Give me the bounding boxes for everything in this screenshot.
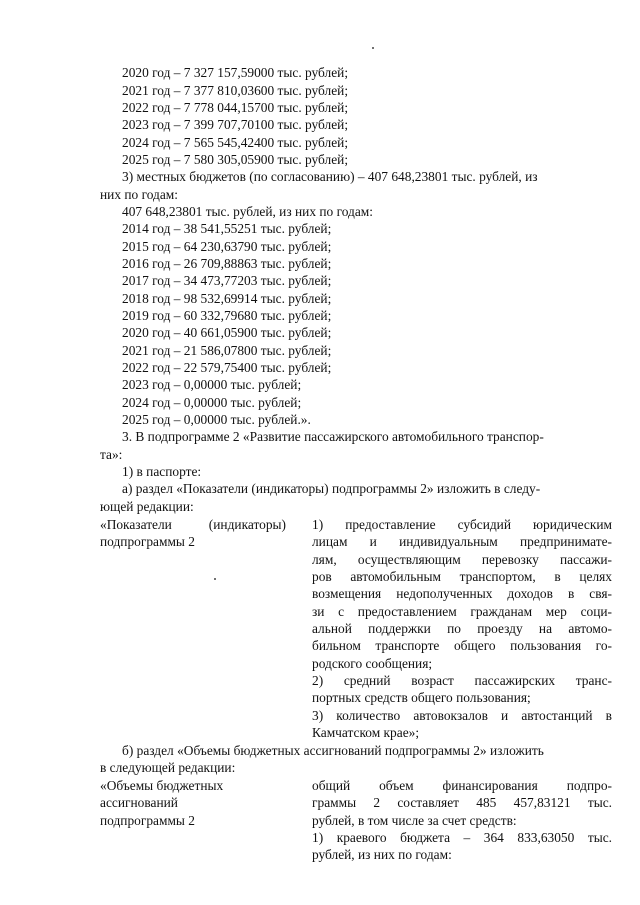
year-line: 2014 год – 38 541,55251 тыс. рублей; (122, 221, 332, 236)
year-line: 2022 год – 22 579,75400 тыс. рублей; (122, 360, 332, 375)
indicator-text: 2) средний возраст пассажирских транс- (312, 673, 612, 688)
year-line: 2018 год – 98 532,69914 тыс. рублей; (122, 291, 332, 306)
year-line: 2025 год – 0,00000 тыс. рублей.». (122, 412, 311, 427)
indicator-text: родского сообщения; (312, 656, 433, 671)
indicator-text: ров автомобильным транспортом, в целях (312, 569, 612, 584)
year-line: 2016 год – 26 709,88863 тыс. рублей; (122, 256, 332, 271)
indicator-text: портных средств общего пользования; (312, 690, 531, 705)
volumes-label: «Объемы бюджетных (100, 778, 224, 793)
year-line: 2020 год – 7 327 157,59000 тыс. рублей; (122, 65, 349, 80)
local-budgets-heading: 3) местных бюджетов (по согласованию) – 407 648,23801 тыс. рублей, из (122, 169, 538, 184)
indicator-text: лицам и индивидуальным предпринимате- (312, 534, 612, 549)
volumes-text: рублей, в том числе за счет средств: (312, 813, 517, 828)
passport-item: 1) в паспорте: (122, 464, 202, 479)
year-line: 2021 год – 21 586,07800 тыс. рублей; (122, 343, 332, 358)
volumes-label-cont: ассигнований (100, 795, 178, 810)
indicator-text: Камчатском крае»; (312, 725, 420, 740)
indicator-text: бильном транспорте общего пользования го- (312, 638, 612, 653)
year-line: 2023 год – 0,00000 тыс. рублей; (122, 377, 302, 392)
year-line: 2021 год – 7 377 810,03600 тыс. рублей; (122, 83, 349, 98)
year-line: 2023 год – 7 399 707,70100 тыс. рублей; (122, 117, 349, 132)
local-budgets-total: 407 648,23801 тыс. рублей, из них по годам: (122, 204, 373, 219)
indicator-text: альной поддержки по проезду на автомо- (312, 621, 612, 636)
indicator-text: лям, осуществляющим перевозку пассажи- (312, 552, 612, 567)
local-budgets-heading-cont: них по годам: (100, 187, 179, 202)
volumes-text: 1) краевого бюджета – 364 833,63050 тыс. (312, 830, 612, 845)
scan-speck (372, 47, 374, 49)
subprogram-heading-cont: та»: (100, 447, 123, 462)
volumes-label-cont: подпрограммы 2 (100, 813, 195, 828)
item-b-cont: в следующей редакции: (100, 760, 236, 775)
year-line: 2025 год – 7 580 305,05900 тыс. рублей; (122, 152, 349, 167)
indicator-text: 3) количество автовокзалов и автостанций в (312, 708, 612, 723)
year-line: 2020 год – 40 661,05900 тыс. рублей; (122, 325, 332, 340)
volumes-text: граммы 2 составляет 485 457,83121 тыс. (312, 795, 612, 810)
year-line: 2024 год – 7 565 545,42400 тыс. рублей; (122, 135, 349, 150)
indicator-text: 1) предоставление субсидий юридическим (312, 517, 612, 532)
scan-speck (214, 578, 216, 580)
volumes-text: общий объем финансирования подпро- (312, 778, 612, 793)
year-line: 2019 год – 60 332,79680 тыс. рублей; (122, 308, 332, 323)
volumes-text: рублей, из них по годам: (312, 847, 452, 862)
year-line: 2017 год – 34 473,77203 тыс. рублей; (122, 273, 332, 288)
item-a: а) раздел «Показатели (индикаторы) подпрограммы 2» изложить в следу- (122, 481, 541, 496)
item-b: б) раздел «Объемы бюджетных ассигнований подпрограммы 2» изложить (122, 743, 544, 758)
subprogram-heading: 3. В подпрограмме 2 «Развитие пассажирского автомобильного транспор- (122, 429, 544, 444)
year-line: 2024 год – 0,00000 тыс. рублей; (122, 395, 302, 410)
indicator-text: зи с предоставлением гражданам мер соци- (312, 604, 612, 619)
year-line: 2022 год – 7 778 044,15700 тыс. рублей; (122, 100, 349, 115)
item-a-cont: ющей редакции: (100, 499, 194, 514)
indicators-label: «Показатели (индикаторы) (100, 517, 286, 532)
year-line: 2015 год – 64 230,63790 тыс. рублей; (122, 239, 332, 254)
indicator-text: возмещения недополученных доходов в свя- (312, 586, 612, 601)
indicators-label-cont: подпрограммы 2 (100, 534, 195, 549)
